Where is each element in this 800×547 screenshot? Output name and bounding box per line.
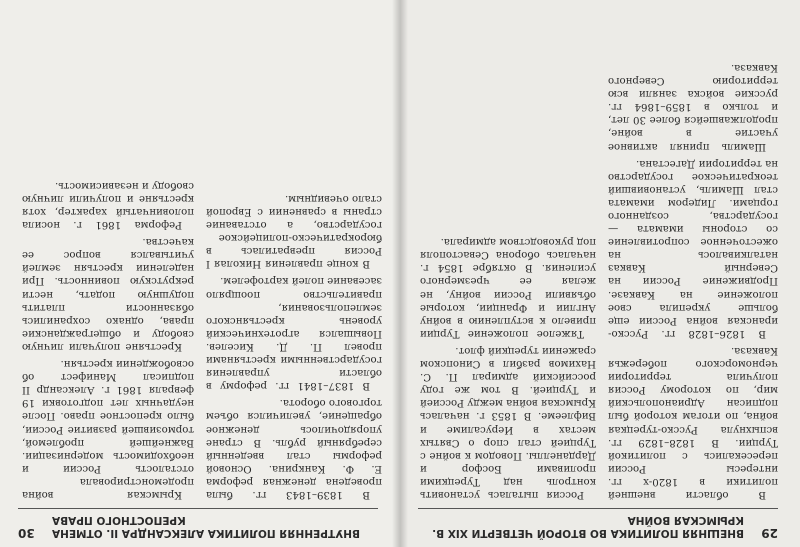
header-rule	[418, 508, 778, 509]
paragraph: Шамиль принял активное участие в войне, продолжавшейся более 30 лет, и только в 1859–1864 гг. русские войска заняли всю территорию Северного Кавказа.	[608, 62, 778, 152]
paragraph: Россия пыталась установить контроль над Турецкими проливами Босфор и Дарданеллы. Поводом к войне с Турцией стал спор о Святых местах в Иерусалиме и Вифлееме. В 1853 г. началась Крымская война между Россией и Турцией. В том же году российский адмирал П. С. Нахимов разбил в Синопском сражении турецкий флот.	[420, 344, 596, 500]
paragraph: Реформа 1861 г. носила половинчатый характер, хотя крестьяне и получили личную свободу и независимость.	[22, 179, 194, 231]
paragraph: Тяжелое положение Турции привело к вступлению в войну Англии и Франции, которые объявили России войну, не желая ее чрезмерного усиления. В октябре 1854 г. началась оборона Севастополя под руководством адмирала.	[420, 236, 596, 339]
page-header	[418, 513, 778, 539]
page-number: 29	[761, 526, 778, 540]
text-column-left	[608, 10, 778, 501]
section-title: ВНЕШНЯЯ ПОЛИТИКА ВО ВТОРОЙ ЧЕТВЕРТИ XIX В. КРЫМСКАЯ ВОЙНА	[432, 514, 744, 539]
paragraph: В 1826–1828 гг. Русско-иранская война России еще больше укрепила свое положение на Кавказе. Продвижение России на Северный Кавказ наталкивалось на ожесточенное сопротивление со стороны имамата — государства, созданного горцами. Лидером имамата стал Шамиль, установивший теократическое государство на территории Дагестана.	[608, 157, 778, 339]
text-column-right	[22, 10, 194, 501]
page-number: 30	[18, 526, 35, 540]
text-column-right	[420, 10, 596, 501]
paragraph: Крымская война продемонстрировала отсталость России и необходимость модернизации. Важнейшей проблемой, тормозившей развитие России, было крепостное право. После неудачных лет подготовки 19 февраля 1861 г. Александр II подписал Манифест об освобождении крестьян.	[22, 358, 194, 500]
section-title: ВНУТРЕННЯЯ ПОЛИТИКА АЛЕКСАНДРА II. ОТМЕНА КРЕПОСТНОГО ПРАВА	[52, 514, 360, 539]
book-gutter	[392, 0, 408, 547]
page-header	[18, 513, 378, 539]
paragraph: В конце правления Николая I Россия превратилась в бюрократическо-полицейское государство, а отставание страны в сравнении с Европой стало очевидным.	[206, 192, 382, 270]
paragraph: В 1837–1841 гг. реформу в области управления государственными крестьянами провел П. Д. Киселев. Повышался агротехнический уровень крестьянского землепользования, правительство поощряло засевание полей картофелем.	[206, 275, 382, 392]
paragraph: В 1839–1843 гг. была проведена денежная реформа Е. Ф. Канкрина. Основой реформы стал введенный серебряный рубль. В стране упорядочилось денежное обращение, увеличился объем торгового оборота.	[206, 397, 382, 500]
text-column-left	[206, 10, 382, 501]
paragraph: В области внешней политики в 1820-х гг. интересы России пересекались с политикой Турции. В 1828–1829 гг. вспыхнула Русско-турецкая война, по итогам которой был подписан Адрианопольский мир, по которому Россия получила территории черноморского побережья Кавказа.	[608, 344, 778, 500]
left-page	[400, 0, 800, 547]
paragraph: Крестьяне получали личную свободу и общегражданские права, однако сохранились обязанности платить подушную подать, нести рекрутскую повинность. При наделении крестьян землей учитывался вопрос ее качества.	[22, 236, 194, 352]
header-rule	[18, 508, 378, 509]
